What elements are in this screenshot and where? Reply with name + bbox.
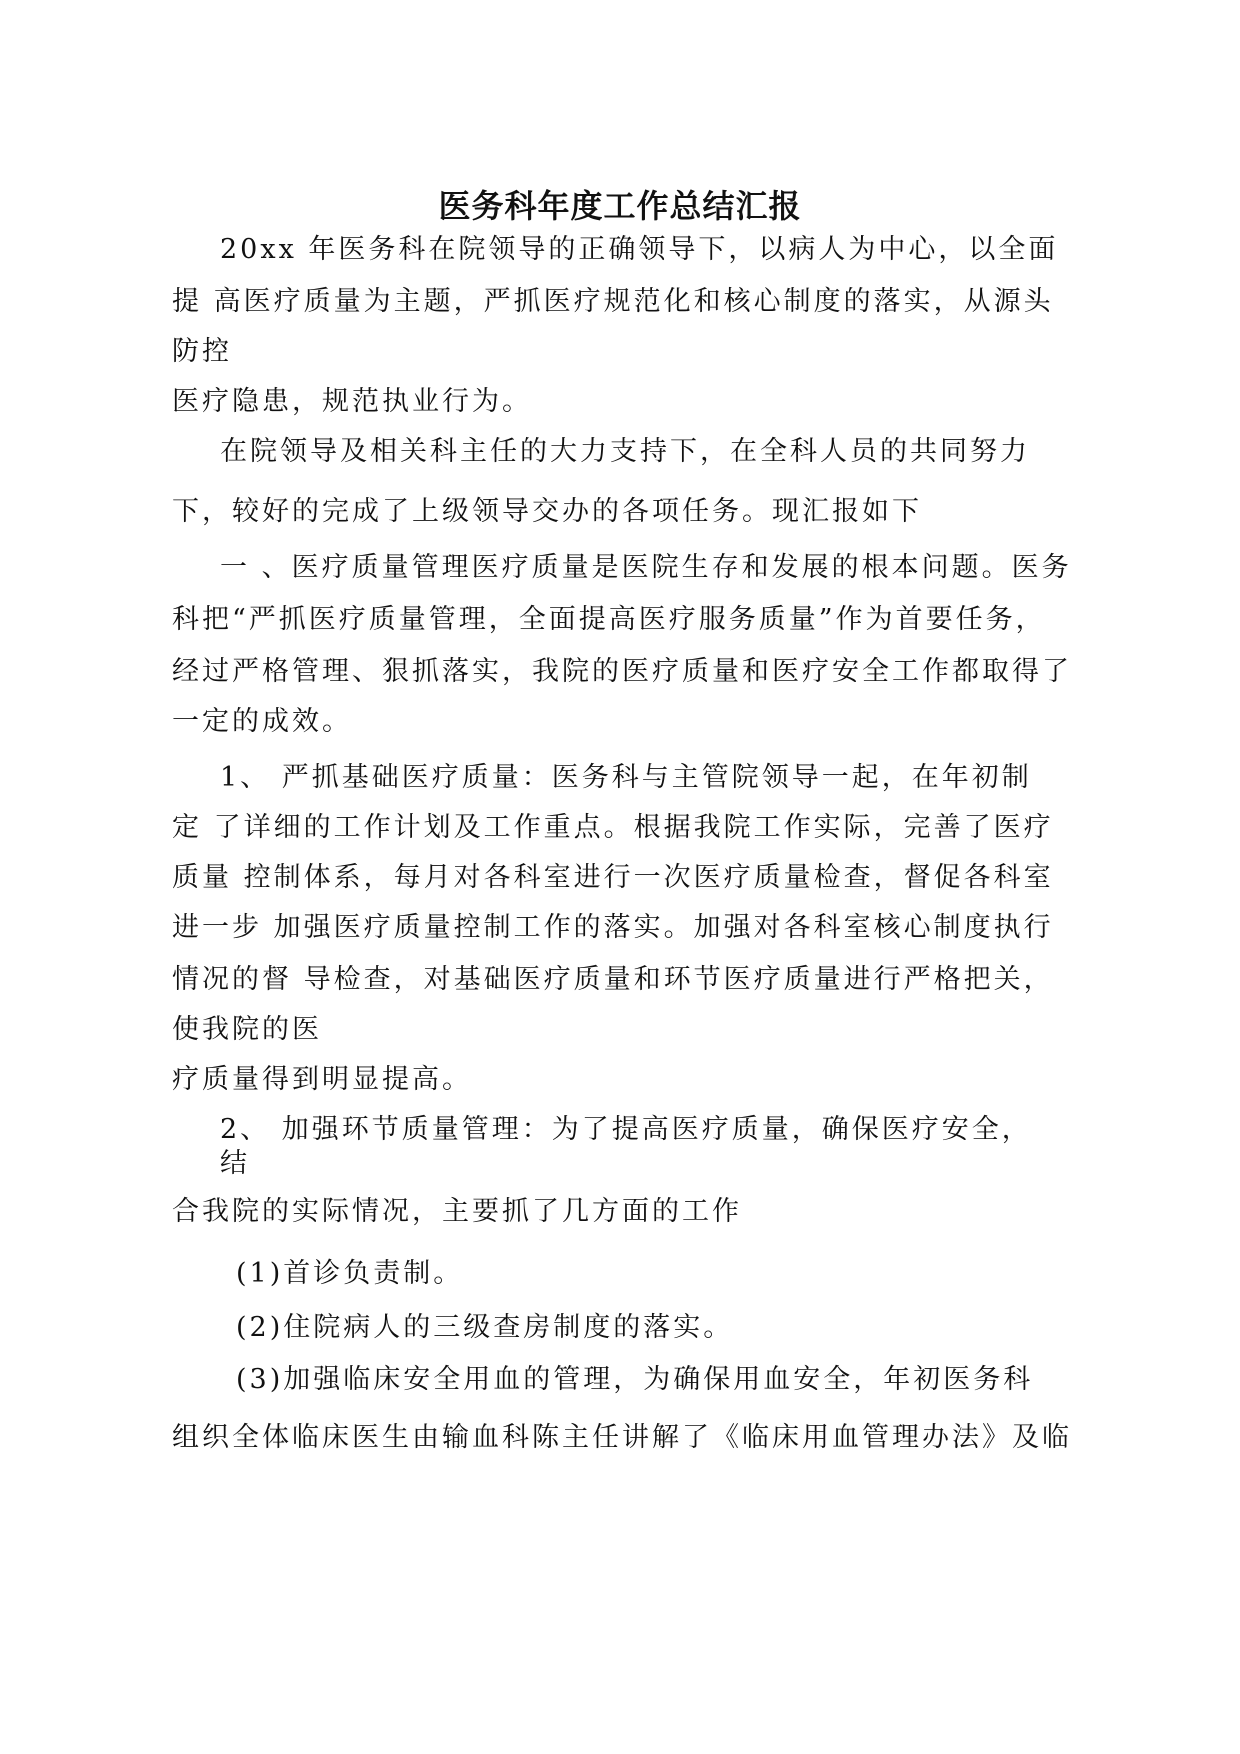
text-line: 进一步 加强医疗质量控制工作的落实。加强对各科室核心制度执行 xyxy=(172,912,1054,943)
text-line: (1)首诊负责制。 xyxy=(236,1258,464,1289)
text-line: 疗质量得到明显提高。 xyxy=(172,1064,472,1095)
text-line: 结 xyxy=(220,1148,250,1179)
text-line: 2、 加强环节质量管理：为了提高医疗质量，确保医疗安全， xyxy=(220,1114,1032,1145)
document-title: 医务科年度工作总结汇报 xyxy=(438,187,802,225)
text-line: (2)住院病人的三级查房制度的落实。 xyxy=(236,1312,734,1343)
text-line: 20xx 年医务科在院领导的正确领导下，以病人为中心，以全面 xyxy=(220,234,1059,265)
text-line: 科把“严抓医疗质量管理，全面提高医疗服务质量”作为首要任务， xyxy=(172,604,1046,635)
text-line: 质量 控制体系，每月对各科室进行一次医疗质量检查，督促各科室 xyxy=(172,862,1054,893)
text-line: 提 高医疗质量为主题，严抓医疗规范化和核心制度的落实，从源头 xyxy=(172,286,1054,317)
text-line: 下，较好的完成了上级领导交办的各项任务。现汇报如下 xyxy=(172,496,922,527)
text-line: 防控 xyxy=(172,336,232,367)
text-line: 一定的成效。 xyxy=(172,706,352,737)
text-line: 合我院的实际情况，主要抓了几方面的工作 xyxy=(172,1196,742,1227)
text-line: (3)加强临床安全用血的管理，为确保用血安全，年初医务科 xyxy=(236,1364,1034,1395)
text-line: 经过严格管理、狠抓落实，我院的医疗质量和医疗安全工作都取得了 xyxy=(172,656,1072,687)
text-line: 1、 严抓基础医疗质量：医务科与主管院领导一起，在年初制 xyxy=(220,762,1032,793)
text-line: 使我院的医 xyxy=(172,1014,322,1045)
text-line: 情况的督 导检查，对基础医疗质量和环节医疗质量进行严格把关， xyxy=(172,964,1054,995)
text-line: 定 了详细的工作计划及工作重点。根据我院工作实际，完善了医疗 xyxy=(172,812,1054,843)
text-line: 一 、医疗质量管理医疗质量是医院生存和发展的根本问题。医务 xyxy=(220,552,1072,583)
text-line: 医疗隐患，规范执业行为。 xyxy=(172,386,532,417)
text-line: 组织全体临床医生由输血科陈主任讲解了《临床用血管理办法》及临 xyxy=(172,1422,1072,1453)
text-line: 在院领导及相关科主任的大力支持下，在全科人员的共同努力 xyxy=(220,436,1030,467)
